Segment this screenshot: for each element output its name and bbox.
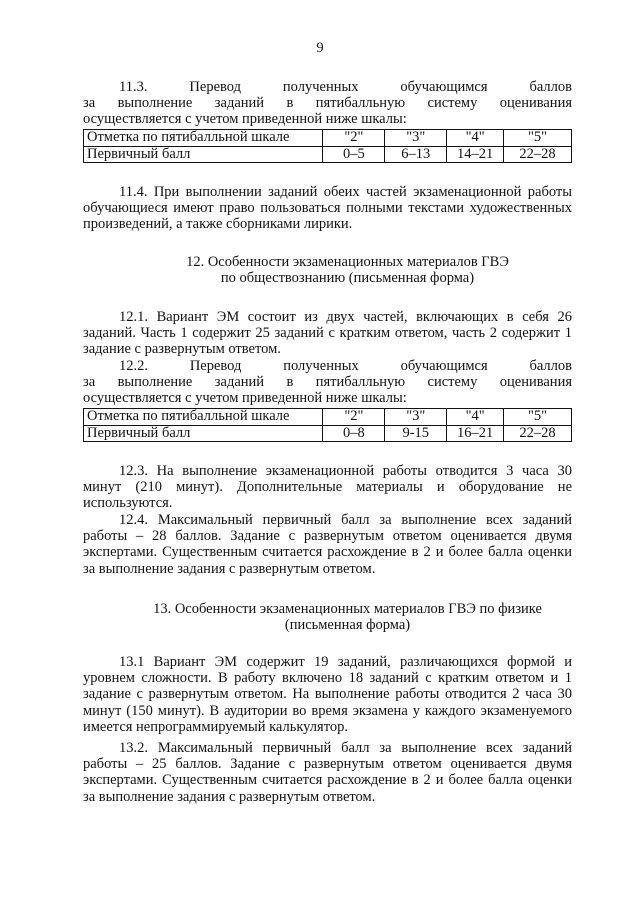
table-cell: Отметка по пятибалльной шкале	[84, 409, 323, 426]
table-row	[84, 130, 572, 147]
section-11-4-text: 11.4. При выполнении заданий обеих частей экзаменационной работы обучающиеся имеют право пользоваться полными текстами художественных произведений, а также сборниками лирики.	[83, 184, 572, 233]
table-cell: Первичный балл	[84, 146, 323, 163]
table-cell: "3"	[385, 409, 447, 426]
table-cell: 0–5	[323, 146, 385, 163]
section-12-1-text: 12.1. Вариант ЭМ состоит из двух частей, включающих в себя 26 заданий. Часть 1 содержит 25 заданий с кратким ответом, часть 2 содержит 1 задание с развернутым ответом.	[83, 309, 572, 358]
table-cell: 22–28	[504, 146, 572, 163]
table-cell: Отметка по пятибалльной шкале	[84, 130, 323, 147]
section-11-4	[83, 184, 572, 233]
table-cell: 9-15	[385, 425, 447, 442]
heading-13	[83, 601, 572, 633]
section-12-3-text: 12.3. На выполнение экзаменационной работы отводится 3 часа 30 минут (210 минут). Дополнительные материалы и оборудование не используются.	[83, 463, 572, 512]
table-cell: "2"	[323, 130, 385, 147]
table-cell: 22–28	[504, 425, 572, 442]
section-12-4-text: 12.4. Максимальный первичный балл за выполнение всех заданий работы – 28 баллов. Задание с развернутым ответом оценивается двумя экспертами. Существенным считается расхождение в 2 и более балла оценки за выполнение задания с развернутым ответом.	[83, 512, 572, 577]
table-row	[84, 425, 572, 442]
table-cell: Первичный балл	[84, 425, 323, 442]
section-13-2	[83, 740, 572, 805]
section-11-3-line3: осуществляется с учетом приведенной ниже шкалы:	[83, 111, 407, 128]
section-12-4	[83, 512, 572, 577]
section-12-2-line1: 12.2. Перевод полученных обучающимся баллов	[119, 358, 572, 374]
heading-13-line1: 13. Особенности экзаменационных материалов ГВЭ по физике	[153, 601, 542, 617]
table-cell: 14–21	[447, 146, 504, 163]
section-11-3-line1: 11.3. Перевод полученных обучающимся баллов	[119, 79, 572, 95]
table-cell: "5"	[504, 409, 572, 426]
section-13-2-text: 13.2. Максимальный первичный балл за выполнение всех заданий работы – 25 баллов. Задание с развернутым ответом оценивается двумя экспертами. Существенным считается расхождение в 2 и более балла оценки за выполнение задания с развернутым ответом.	[83, 740, 572, 805]
section-12-1	[83, 309, 572, 358]
section-12-3	[83, 463, 572, 512]
section-11-3	[83, 79, 572, 128]
section-11-3-line2: за выполнение заданий в пятибалльную систему оценивания	[83, 95, 572, 112]
section-13-1	[83, 654, 572, 735]
table-cell: "2"	[323, 409, 385, 426]
heading-12-line1: 12. Особенности экзаменационных материалов ГВЭ	[186, 254, 509, 270]
table-cell: 0–8	[323, 425, 385, 442]
table-cell: "4"	[447, 130, 504, 147]
table-cell: 6–13	[385, 146, 447, 163]
table-cell: "5"	[504, 130, 572, 147]
table-row	[84, 409, 572, 426]
section-13-1-text: 13.1 Вариант ЭМ содержит 19 заданий, различающихся формой и уровнем сложности. В работу включено 18 заданий с кратким ответом и 1 задание с развернутым ответом. На выполнение работы отводится 2 часа 30 минут (150 минут). В аудитории во время экзамена у каждого экзаменуемого имеется непрограммируемый калькулятор.	[83, 654, 572, 735]
table-cell: "3"	[385, 130, 447, 147]
page-number: 9	[316, 40, 324, 56]
section-12-2	[83, 358, 572, 407]
section-12-2-line2: за выполнение заданий в пятибалльную систему оценивания	[83, 374, 572, 391]
score-table-1	[83, 129, 572, 163]
table-cell: 16–21	[447, 425, 504, 442]
score-table-2	[83, 408, 572, 442]
table-row	[84, 146, 572, 163]
heading-12	[83, 254, 572, 286]
heading-13-line2: (письменная форма)	[284, 617, 411, 634]
table-cell: "4"	[447, 409, 504, 426]
heading-12-line2: по обществознанию (письменная форма)	[220, 270, 475, 287]
section-12-2-line3: осуществляется с учетом приведенной ниже шкалы:	[83, 390, 407, 407]
